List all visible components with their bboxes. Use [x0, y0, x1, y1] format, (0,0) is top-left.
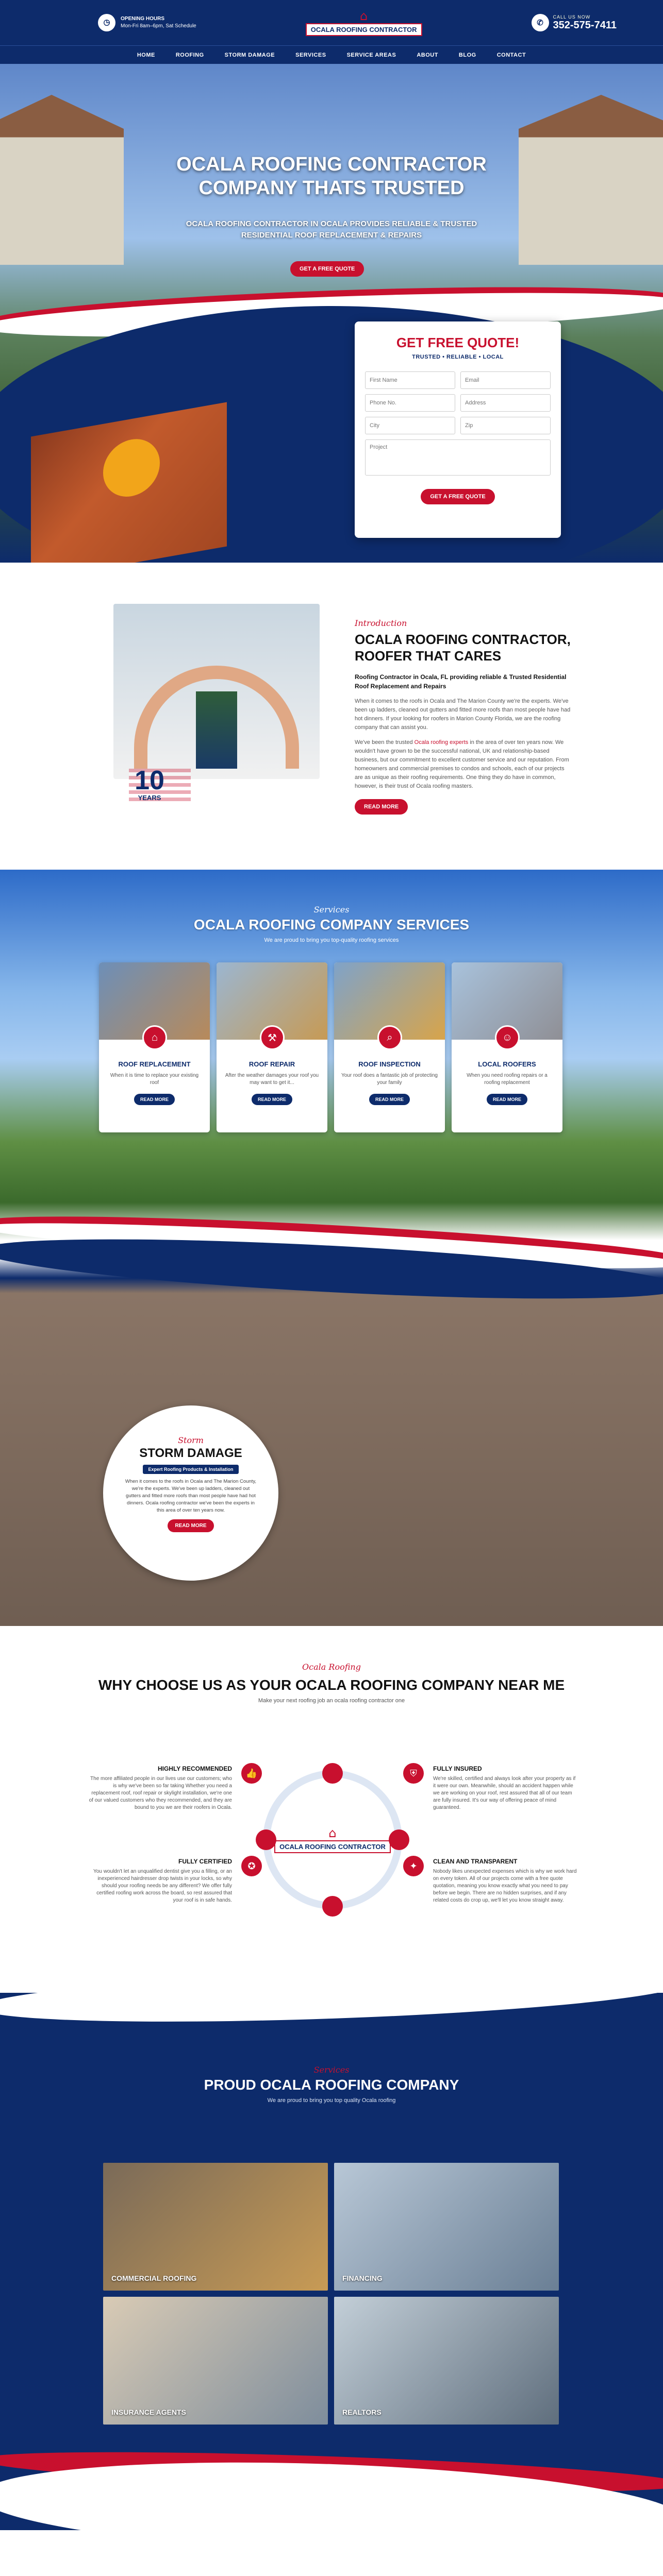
storm-title: STORM DAMAGE: [139, 1446, 242, 1460]
roof-repair-image: [217, 962, 327, 1044]
services-section: [0, 870, 663, 1626]
nav-about[interactable]: ABOUT: [417, 52, 438, 58]
read-more-button[interactable]: READ MORE: [252, 1094, 292, 1105]
years-number: 10: [135, 765, 164, 795]
card-title: ROOF INSPECTION: [358, 1060, 421, 1068]
read-more-button[interactable]: READ MORE: [134, 1094, 175, 1105]
address-field[interactable]: [460, 394, 551, 412]
card-text: When you need roofing repairs or a roofing replacement: [467, 1073, 548, 1086]
quote-title: GET FREE QUOTE!: [396, 335, 520, 350]
tile-commercial-roofing[interactable]: COMMERCIAL ROOFING: [103, 2163, 328, 2291]
hours-value: Mon-Fri 8am–6pm, Sat Schedule: [121, 23, 196, 29]
project-field[interactable]: [365, 439, 551, 476]
card-text: After the weather damages your roof you may want to get it...: [225, 1073, 319, 1086]
storm-script: Storm: [178, 1435, 204, 1445]
logo-title: OCALA ROOFING CONTRACTOR: [306, 23, 422, 36]
shield-icon: ⛨: [403, 1763, 424, 1784]
why-title: WHY CHOOSE US AS YOUR OCALA ROOFING COMPANY NEAR ME: [98, 1677, 565, 1693]
years-label: YEARS: [138, 793, 161, 802]
hero-subtitle: OCALA ROOFING CONTRACTOR IN OCALA PROVIDES RELIABLE & TRUSTED RESIDENTIAL ROOF REPLACEMENT & REPAIRS: [186, 219, 477, 240]
search-icon: ⌕: [377, 1025, 402, 1050]
intro-paragraph-1: When it comes to the roofs in Ocala and The Marion County we're the experts. We've been up ladders, cleaned out gutters and fitted more roofs than most people have had hot dinners. If your looking for roofers in Marion County Florida, we are the roofing company that can assist you.: [355, 698, 571, 731]
main-nav: [0, 45, 663, 64]
proud-title: PROUD OCALA ROOFING COMPANY: [204, 2077, 459, 2093]
proud-section: [0, 1993, 663, 2530]
hammer-icon: ⚒: [260, 1025, 285, 1050]
phone-field[interactable]: [365, 394, 455, 412]
services-script: Services: [313, 905, 350, 914]
opening-hours: [98, 14, 196, 31]
roof-replacement-image: [99, 962, 210, 1043]
card-title: ROOF REPLACEMENT: [118, 1060, 191, 1068]
roof-icon: ⌂: [142, 1025, 167, 1050]
intro-title: OCALA ROOFING CONTRACTOR, ROOFER THAT CARES: [355, 632, 571, 664]
proud-script: Services: [313, 2065, 350, 2075]
person-icon: ☺: [495, 1025, 520, 1050]
storm-pill: Expert Roofing Products & Installation: [143, 1465, 238, 1474]
house-logo-icon: ⌂: [328, 1825, 337, 1840]
card-title: ROOF REPAIR: [248, 1060, 295, 1068]
badge-right-icon: [389, 1829, 409, 1850]
point-clean-transparent: ✦ CLEAN AND TRANSPARENT Nobody likes unexpected expenses which is why we work hard on every token. All of our projects come with a free quote quotation, meaning you know exactly what you need to pay before we begin. There are no hidden surprises, and if any related costs do crop up, we'll let you know straight away.: [433, 1858, 577, 1904]
roofer-figure: [103, 434, 160, 501]
zip-field[interactable]: [460, 417, 551, 434]
card-title: LOCAL ROOFERS: [478, 1060, 536, 1068]
nav-storm-damage[interactable]: STORM DAMAGE: [224, 52, 275, 58]
badge-bottom-icon: [322, 1896, 343, 1917]
service-card-local-roofers[interactable]: [452, 962, 562, 1132]
certificate-icon: ✪: [241, 1856, 262, 1876]
city-field[interactable]: [365, 417, 455, 434]
tile-insurance-agents[interactable]: INSURANCE AGENTS: [103, 2297, 328, 2425]
services-subtitle: We are proud to bring you top-quality roofing services: [264, 937, 399, 943]
phone-icon: ✆: [532, 14, 549, 31]
email-field[interactable]: [460, 371, 551, 389]
card-text: Your roof does a fantastic job of protecting your family: [341, 1073, 438, 1086]
years-badge: [121, 758, 178, 810]
intro-paragraph-2: We've been the trusted Ocala roofing experts in the area of over ten years now. We wouldn't have grown to be the successful national, UK and relationship-based business, but our commitment to excellent customer service and our reputation. From homeowners and commercial premises to condos and schools, each of our projects are as unique as their roofing requirements. One thing they do have in common, however, is their trust of Ocala roofing masters.: [355, 739, 569, 789]
proud-subtitle: We are proud to bring you top quality Ocala roofing: [267, 2097, 396, 2104]
header-phone[interactable]: 352-575-7411: [553, 19, 617, 31]
roof-inspection-image: [334, 962, 445, 1043]
card-text: When it is time to replace your existing roof: [110, 1073, 199, 1086]
nav-blog[interactable]: BLOG: [458, 52, 476, 58]
service-card-roof-replacement[interactable]: [99, 962, 210, 1132]
read-more-button[interactable]: READ MORE: [487, 1094, 527, 1105]
nav-contact[interactable]: CONTACT: [496, 52, 526, 58]
clock-icon: ◷: [98, 14, 115, 31]
storm-text: When it comes to the roofs in Ocala and The Marion County, we're the experts. We've been up ladders, cleaned out gutters and fitted more roofs than most people have had hot dinners. Ocala roofing contractor we've been the experts in this area of over ten years now.: [125, 1479, 257, 1513]
hero-quote-form: [355, 321, 561, 538]
badge-left-icon: [256, 1829, 276, 1850]
read-more-button[interactable]: READ MORE: [369, 1094, 410, 1105]
nav-service-areas[interactable]: SERVICE AREAS: [346, 52, 396, 58]
intro-section: [0, 563, 663, 870]
hero-section: [0, 64, 663, 563]
point-fully-insured: ⛨ FULLY INSURED We're skilled, certified and always look after your property as if it were our own. Meanwhile, should an accident happen while we are working on your roof, rest assured that all of our team are fully insured. It's our way of offering peace of mind guaranteed.: [433, 1765, 577, 1811]
intro-photo: [113, 604, 320, 779]
house-logo-icon: ⌂: [360, 8, 368, 23]
point-highly-recommended: 👍 HIGHLY RECOMMENDED The more affiliated people in our lives use our customers; who is why we've been so far taking Whether you need a replacement roof, roof repair or skylight installation, we're one of our valued customers who they recommended, and they are bound to you we are their roofers in Ocala.: [88, 1765, 232, 1811]
local-roofers-image: [452, 962, 562, 1043]
leaders-section: [0, 2530, 663, 2576]
nav-roofing[interactable]: ROOFING: [175, 52, 204, 58]
intro-script: Introduction: [355, 618, 407, 628]
storm-read-more-button[interactable]: READ MORE: [168, 1519, 213, 1532]
call-box[interactable]: [532, 14, 617, 31]
service-card-roof-repair[interactable]: [217, 962, 327, 1132]
tile-realtors[interactable]: REALTORS: [334, 2297, 559, 2425]
ocala-roofing-link[interactable]: Ocala roofing experts: [414, 739, 469, 745]
nav-home[interactable]: HOME: [137, 52, 155, 58]
hero-title: OCALA ROOFING CONTRACTOR COMPANY THATS TRUSTED: [176, 154, 487, 199]
why-center-logo: [263, 1770, 402, 1909]
badge-top-icon: [322, 1763, 343, 1784]
thumbs-up-icon: 👍: [241, 1763, 262, 1784]
top-header: [0, 0, 663, 45]
why-choose-us-section: [0, 1626, 663, 1993]
first-name-field[interactable]: [365, 371, 455, 389]
center-logo-title: OCALA ROOFING CONTRACTOR: [274, 1840, 391, 1853]
intro-read-more-button[interactable]: READ MORE: [355, 799, 408, 815]
quote-tagline: TRUSTED • RELIABLE • LOCAL: [412, 354, 504, 360]
services-title: OCALA ROOFING COMPANY SERVICES: [193, 917, 470, 933]
storm-damage-circle: [103, 1405, 278, 1581]
hero-quote-button[interactable]: GET A FREE QUOTE: [290, 261, 364, 277]
point-fully-certified: ✪ FULLY CERTIFIED You wouldn't let an unqualified dentist give you a filling, or an inexperienced hairdresser drop twists in your locks, so why should your roofing needs be any different? We offer fully certified roofing work across the board, so rest assured that your roof is in safe hands.: [88, 1858, 232, 1904]
hours-label: OPENING HOURS: [121, 16, 165, 22]
nav-services[interactable]: SERVICES: [295, 52, 326, 58]
quote-submit-button[interactable]: GET A FREE QUOTE: [421, 489, 494, 504]
site-logo[interactable]: [306, 10, 422, 36]
intro-lead: Roofing Contractor in Ocala, FL providing reliable & Trusted Residential Roof Replacement and Repairs: [355, 673, 567, 690]
service-card-roof-inspection[interactable]: [334, 962, 445, 1132]
why-subtitle: Make your next roofing job an ocala roofing contractor one: [258, 1698, 405, 1704]
why-script: Ocala Roofing: [302, 1662, 361, 1672]
family-image: [196, 691, 237, 769]
tile-financing[interactable]: FINANCING: [334, 2163, 559, 2291]
call-label: CALL US NOW: [553, 14, 591, 20]
sparkle-icon: ✦: [403, 1856, 424, 1876]
